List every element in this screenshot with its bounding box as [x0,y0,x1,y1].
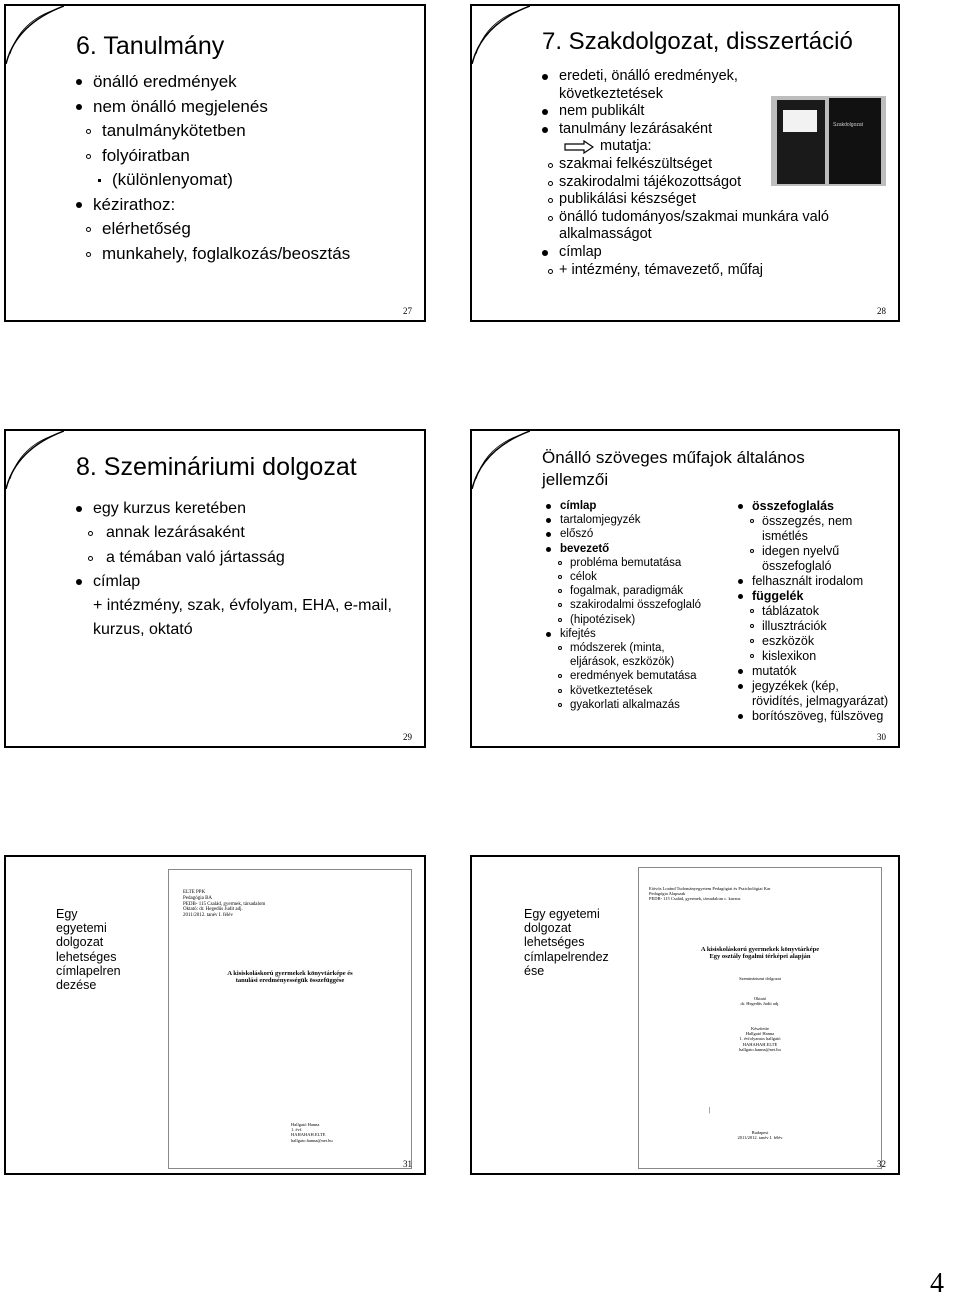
text-line: egyetemi [56,921,107,936]
list-item: kifejtés [546,627,701,641]
list-item: táblázatok [738,604,898,619]
list-item: eszközök [738,634,898,649]
list-item: alkalmasságot [559,226,652,243]
list-item: egy kurzus keretében [76,497,392,521]
text-line: A kisiskoláskorú gyermekek könyvtárképe és [227,970,353,977]
list-item: eredmények bemutatása [546,669,701,683]
document-genre: Szemináriumi dolgozat [739,976,781,981]
list-item: tartalomjegyzék [546,513,701,527]
text-line: 1. évf. [291,1127,303,1133]
slide-bullet-list [76,497,392,643]
list-item: fogalmak, paradigmák [546,584,701,598]
slide-29 [4,429,426,748]
list-item: tanulmánykötetben [76,119,350,144]
slide-number: 27 [403,306,412,316]
title-page-sample [638,867,882,1169]
list-item: összefoglaló [762,559,832,573]
list-item: probléma bemutatása [546,556,701,570]
list-item: bevezető [546,542,701,556]
slide-title: 8. Szemináriumi dolgozat [76,453,357,481]
list-item: mutatók [738,664,898,679]
text-line: Oktató: dr. Hegedűs Judit adj. [183,907,243,913]
slide-title: 7. Szakdolgozat, disszertáció [542,28,853,55]
title-page-sample [168,869,412,1169]
text-line: tanulási eredményességük összefüggése [235,977,345,985]
list-item: kézirathoz: [76,193,350,218]
document-footer [639,1130,881,1140]
list-item: nem önálló megjelenés [76,95,350,120]
slide-bullet-list [76,70,350,266]
document-author-block [291,1122,333,1143]
text-line: HAHAHAH.ELTE [742,1041,778,1047]
text-line: lehetséges [56,949,117,964]
list-item: gyakorlati alkalmazás [546,698,701,712]
text-line: dr. Hegedűs Judit adj. [740,1001,780,1007]
text-line: Budapest [751,1130,769,1135]
text-line: címlapelrendez [524,949,609,964]
document-mark: | [709,1106,711,1114]
slide-bullet-list-right [738,499,898,724]
text-line: ELTE PPK [183,890,206,895]
list-item: függelék [738,589,898,604]
slide-number: 28 [877,306,886,316]
slide-27 [4,4,426,322]
slide-title-line: jellemzői [542,470,609,489]
page-number: 4 [930,1268,944,1299]
text-line: dolgozat [56,935,104,950]
text-line: ése [524,963,545,978]
list-item: eredeti, önálló eredmények, [542,68,829,86]
text-line: Hallgató Hanna [291,1122,320,1127]
slide-title: 6. Tanulmány [76,32,225,60]
list-item: előszó [546,527,701,541]
slide-bullet-list-left [546,499,701,712]
list-item: szakirodalmi tájékozottságot [542,174,829,192]
list-item: nem publikált [542,103,829,121]
list-item: címlap [542,244,829,262]
thesis-book-photo [771,96,886,186]
page-curl-icon [472,431,530,489]
slide-number: 30 [877,732,886,742]
slide-number: 29 [403,732,412,742]
implies-arrow-icon [564,140,594,154]
slide-32 [470,855,900,1175]
list-item: módszerek (minta, [546,641,701,655]
slide-28 [470,4,900,322]
list-item: eljárások, eszközök) [570,656,675,669]
list-item: a témában való jártasság [76,546,392,570]
document-teacher [639,996,881,1006]
list-item: idegen nyelvű [738,544,898,559]
text-line: hallgato.hanna@net.hu [739,1046,781,1052]
text-line: 2011/2012. tanév I. félév [737,1135,783,1141]
list-item: mutatja: [542,138,829,156]
list-item: következtetések [546,684,701,698]
slide-caption [524,907,609,978]
list-item: kislexikon [738,649,898,664]
list-item: jegyzékek (kép, [738,679,898,694]
text-line: Hallgató Hanna [745,1031,775,1037]
slide-caption [56,907,121,992]
page-curl-icon [6,6,64,64]
list-item: (különlenyomat) [76,168,350,193]
text-line: Készítette [751,1026,769,1031]
list-item: tanulmány lezárásaként [542,121,829,139]
list-item: szakmai felkészültséget [542,156,829,174]
text-line: Eötvös Loránd Tudományegyetem Pedagógiai és Pszichológiai Kar [649,886,771,891]
list-item: folyóiratban [76,144,350,169]
list-item: + intézmény, szak, évfolyam, EHA, e-mail, [93,597,392,615]
text-line: 1. évfolyamos hallgató [739,1036,781,1042]
list-item: önálló tudományos/szakmai munkára való [542,209,829,227]
page-curl-icon [6,431,64,489]
text-line: Pedagógia BA [183,895,213,901]
text-line: 2011/2012. tanév I. félév [183,913,233,918]
list-item: publikálási készséget [542,191,829,209]
list-item: következtetések [559,85,663,102]
list-item: elérhetőség [76,217,350,242]
text-line: HAHAHAH.ELTE [291,1132,326,1138]
text-line: lehetséges [524,935,585,950]
text-line: Pedagógia Alapszak [649,891,686,897]
text-line: dolgozat [524,921,572,936]
list-item: célok [546,570,701,584]
text-line: A kisiskoláskorú gyermekek könyvtárképe [700,946,820,953]
text-line: Egy egyetemi [524,907,600,921]
slide-number: 32 [877,1159,886,1169]
text-line: Egy [56,907,78,921]
slide-number: 31 [403,1159,412,1169]
list-item: címlap [76,570,392,594]
list-item: felhasznált irodalom [738,574,898,589]
document-header [649,886,770,902]
list-item: rövidítés, jelmagyarázat) [752,694,889,708]
text-line: PEDB- 115 Család, gyermek, társadalom [183,901,266,907]
document-header [183,890,265,919]
list-item: összefoglalás [738,499,898,514]
list-item: összegzés, nem ismétlés [738,514,898,544]
document-title [169,970,411,985]
list-item: borítószöveg, fülszöveg [738,709,898,724]
list-item: szakirodalmi összefoglaló [546,598,701,612]
slide-31 [4,855,426,1175]
page-curl-icon [472,6,530,64]
slide-title-line: Önálló szöveges műfajok általános [542,448,805,467]
list-item: annak lezárásaként [76,521,392,545]
list-item: (hipotézisek) [546,613,701,627]
text-line: hallgato.hanna@net.hu [291,1137,333,1143]
document-author-block [639,1026,881,1052]
list-item: kurzus, oktató [93,621,193,639]
text-line: Oktató [753,996,767,1001]
text-line: Egy osztály fogalmi térképei alapján [709,953,811,961]
text-line: dezése [56,978,97,993]
slide-title [542,447,805,491]
book-cover-label: Szakdolgozat [833,122,864,128]
text-line: PEDB- 115 Család, gyermek, társadalom c. kurzus [649,896,741,902]
list-item: munkahely, foglalkozás/beosztás [76,242,350,267]
list-item: illusztrációk [738,619,898,634]
list-item: + intézmény, témavezető, műfaj [542,262,829,280]
document-title [639,946,881,961]
list-item: önálló eredmények [76,70,350,95]
text-line: címlapelren [56,963,121,978]
list-item: címlap [546,499,701,513]
slide-30 [470,429,900,748]
